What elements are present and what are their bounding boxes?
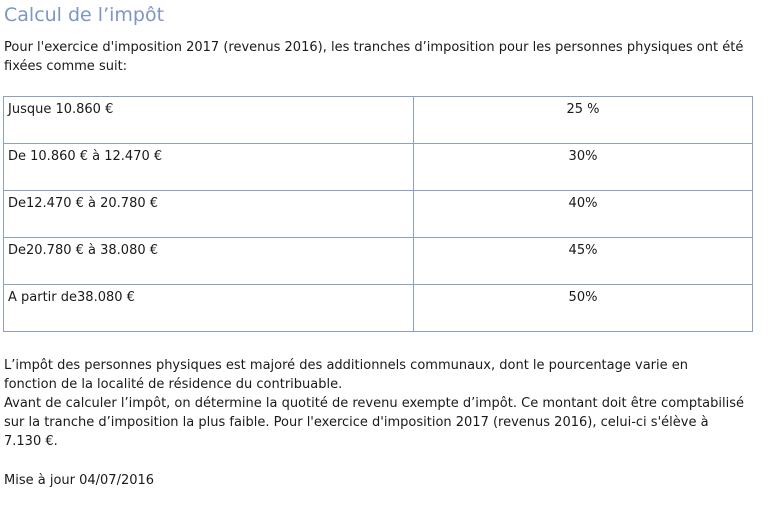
bracket-rate: 50%	[414, 285, 753, 332]
tax-brackets-table	[3, 96, 753, 332]
table-row	[4, 144, 753, 191]
footer-text	[4, 356, 744, 451]
communal-surcharge-text: L’impôt des personnes physiques est majoré des additionnels communaux, dont le pourcentage varie en fonction de la localité de résidence du contribuable.	[4, 358, 688, 392]
bracket-rate: 30%	[414, 144, 753, 191]
bracket-range: De 10.860 € à 12.470 €	[4, 144, 414, 191]
intro-text: Pour l'exercice d'imposition 2017 (revenus 2016), les tranches d’imposition pour les personnes physiques ont été fixées comme suit:	[4, 40, 744, 74]
bracket-rate: 45%	[414, 238, 753, 285]
bracket-rate: 25 %	[414, 97, 753, 144]
bracket-range: A partir de38.080 €	[4, 285, 414, 332]
table-row	[4, 97, 753, 144]
table-row	[4, 191, 753, 238]
table-row	[4, 285, 753, 332]
exempt-income-text: Avant de calculer l’impôt, on détermine la quotité de revenu exempte d’impôt. Ce montant doit être comptabilisé sur la tranche d’imposition la plus faible. Pour l'exercice d'imposition 2017 (revenus 2016), celui-ci s'élève à 7.130 €.	[4, 396, 744, 449]
update-date: Mise à jour 04/07/2016	[4, 473, 155, 488]
bracket-range: De20.780 € à 38.080 €	[4, 238, 414, 285]
bracket-rate: 40%	[414, 191, 753, 238]
table-row	[4, 238, 753, 285]
bracket-range: De12.470 € à 20.780 €	[4, 191, 414, 238]
page-title: Calcul de l’impôt	[4, 4, 165, 26]
bracket-range: Jusque 10.860 €	[4, 97, 414, 144]
